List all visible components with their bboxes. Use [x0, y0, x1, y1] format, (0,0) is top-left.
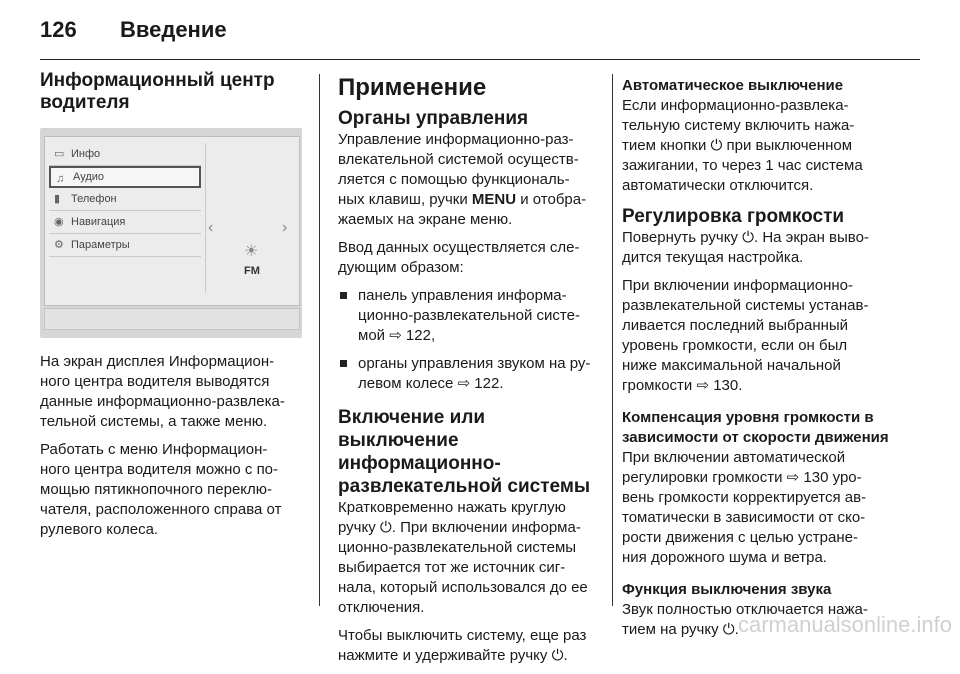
text-line: тием кнопки ⏻ при выключенном [622, 137, 853, 154]
bullet-item [338, 286, 600, 346]
text-line: ляется с помощью функциональ- [338, 171, 570, 188]
source-panel [205, 143, 296, 293]
watermark: carmanualsonline.info [737, 612, 952, 637]
text-line: При включении информационно- [622, 277, 853, 294]
section-title: Введение [120, 17, 227, 42]
text-line: При включении автоматической [622, 449, 846, 466]
menu-key-label: MENU [471, 191, 517, 208]
text-line: органы управления звуком на ру- [358, 355, 591, 372]
menu-item-navigation [49, 211, 201, 234]
header-rule [40, 59, 920, 60]
navigation-icon: ◉ [54, 216, 64, 228]
text-line: тельной системы, а также меню. [40, 413, 268, 430]
heading-line: Компенсация уровня громкости в [622, 409, 874, 426]
heading-line: развлекательной системы [338, 476, 591, 497]
source-label: FM [244, 265, 260, 277]
text-line: громкости ⇨ 130. [622, 377, 743, 394]
column-3 [622, 76, 900, 648]
menu-item-audio [49, 166, 201, 188]
subsection-heading: Автоматическое выключение [622, 77, 844, 94]
text-line: томатически в зависимости от ско- [622, 509, 866, 526]
col3-paragraph-3 [622, 276, 900, 396]
column-1-text [40, 352, 308, 548]
text-line: тельную систему включить нажа- [622, 117, 855, 134]
text-line: Если информационно-развлека- [622, 97, 849, 114]
text-line: Звук полностью отключается нажа- [622, 601, 868, 618]
menu-item-label: Телефон [71, 193, 117, 205]
menu-item-label: Инфо [71, 148, 101, 160]
col1-paragraph-1 [40, 352, 308, 432]
page-number: 126 [40, 17, 77, 42]
col2-paragraph-3 [338, 498, 600, 618]
text-line: Повернуть ручку ⏻. На экран выво- [622, 229, 869, 246]
text-line: нажмите и удерживайте ручку ⏻. [338, 647, 568, 664]
info-icon: ▭ [54, 148, 65, 160]
text-line: ционно-развлекательной системы [338, 539, 577, 556]
col1-heading [40, 70, 308, 114]
menu-item-settings [49, 234, 201, 257]
col2-paragraph-2 [338, 238, 600, 278]
text-line: зажигании, то через 1 час система [622, 157, 863, 174]
menu-item-label: Навигация [71, 216, 126, 228]
text-line: и отобра- [516, 191, 587, 208]
text-line: мой ⇨ 122, [358, 327, 436, 344]
col1-paragraph-2 [40, 440, 308, 540]
chevron-left-icon: ‹ [208, 219, 214, 236]
text-line: ливается последний выбранный [622, 317, 849, 334]
text-line: отключения. [338, 599, 425, 616]
display-screenshot [40, 128, 302, 338]
display-bottom-bar [44, 308, 300, 330]
bullet-square-icon [340, 360, 347, 367]
text-line: панель управления информа- [358, 287, 567, 304]
text-line: регулировки громкости ⇨ 130 уро- [622, 469, 862, 486]
audio-icon: ♫ [56, 173, 65, 185]
text-line: рулевого колеса. [40, 521, 159, 538]
text-line: тием на ручку ⏻. [622, 621, 739, 638]
radio-icon: ☀ [244, 243, 259, 260]
column-divider-2 [612, 74, 613, 606]
subsection-heading: Регулировка громкости [622, 206, 845, 227]
text-line: выбирается тот же источник сиг- [338, 559, 566, 576]
text-line: уровень громкости, если он был [622, 337, 848, 354]
col3-paragraph-2 [622, 228, 900, 268]
text-line: дится текущая настройка. [622, 249, 804, 266]
col2-paragraph-1 [338, 130, 600, 230]
settings-icon: ⚙ [54, 239, 64, 251]
page-header [40, 17, 227, 43]
heading-line: Включение или выключение [338, 407, 486, 451]
col3-paragraph-1 [622, 96, 900, 196]
bullet-item [338, 354, 600, 394]
display-menu [49, 143, 201, 257]
text-line: Ввод данных осуществляется сле- [338, 239, 580, 256]
text-line: жаемых на экране меню. [338, 211, 513, 228]
text-line: Чтобы выключить систему, еще раз [338, 627, 587, 644]
text-line: Работать с меню Информацион- [40, 441, 268, 458]
display-frame [44, 136, 300, 306]
menu-item-info [49, 143, 201, 166]
column-2 [338, 70, 600, 674]
text-line: мощью пятикнопочного переклю- [40, 481, 273, 498]
chevron-right-icon: › [282, 219, 288, 236]
text-line: ручку ⏻. При включении информа- [338, 519, 581, 536]
text-line: нала, который использовался до ее [338, 579, 588, 596]
text-line: ных клавиш, ручки [338, 191, 468, 208]
text-line: дующим образом: [338, 259, 464, 276]
text-line: ниже максимальной начальной [622, 357, 841, 374]
text-line: вень громкости корректируется ав- [622, 489, 867, 506]
col2-paragraph-4 [338, 626, 600, 666]
text-line: рости движения с целью устране- [622, 529, 858, 546]
menu-item-label: Аудио [73, 171, 105, 183]
subsection-heading [338, 406, 600, 498]
text-line: Управление информационно-раз- [338, 131, 574, 148]
heading-line: зависимости от скорости движения [622, 429, 889, 446]
text-line: ного центра водителя выводятся [40, 373, 270, 390]
text-line: левом колесе ⇨ 122. [358, 375, 504, 392]
subsection-heading: Функция выключения звука [622, 581, 832, 598]
col1-heading-line: водителя [40, 92, 130, 113]
text-line: ния дорожного шума и ветра. [622, 549, 827, 566]
text-line: Кратковременно нажать круглую [338, 499, 566, 516]
heading-line: информационно- [338, 453, 501, 474]
column-1 [40, 70, 308, 114]
text-line: влекательной системой осуществ- [338, 151, 579, 168]
phone-icon: ▮ [54, 193, 61, 205]
col3-paragraph-4 [622, 448, 900, 568]
text-line: ного центра водителя можно с по- [40, 461, 279, 478]
text-line: данные информационно-развлека- [40, 393, 285, 410]
column-divider-1 [319, 74, 320, 606]
text-line: чателя, расположенного справа от [40, 501, 282, 518]
menu-item-phone [49, 188, 201, 211]
text-line: развлекательной системы устанав- [622, 297, 869, 314]
text-line: автоматически отключится. [622, 177, 814, 194]
bullet-square-icon [340, 292, 347, 299]
menu-item-label: Параметры [71, 239, 130, 251]
subsection-heading: Органы управления [338, 108, 529, 129]
text-line: На экран дисплея Информацион- [40, 353, 275, 370]
col1-heading-line: Информационный центр [40, 70, 275, 91]
section-heading: Применение [338, 74, 487, 101]
subsection-heading [622, 408, 900, 448]
text-line: ционно-развлекательной систе- [358, 307, 580, 324]
